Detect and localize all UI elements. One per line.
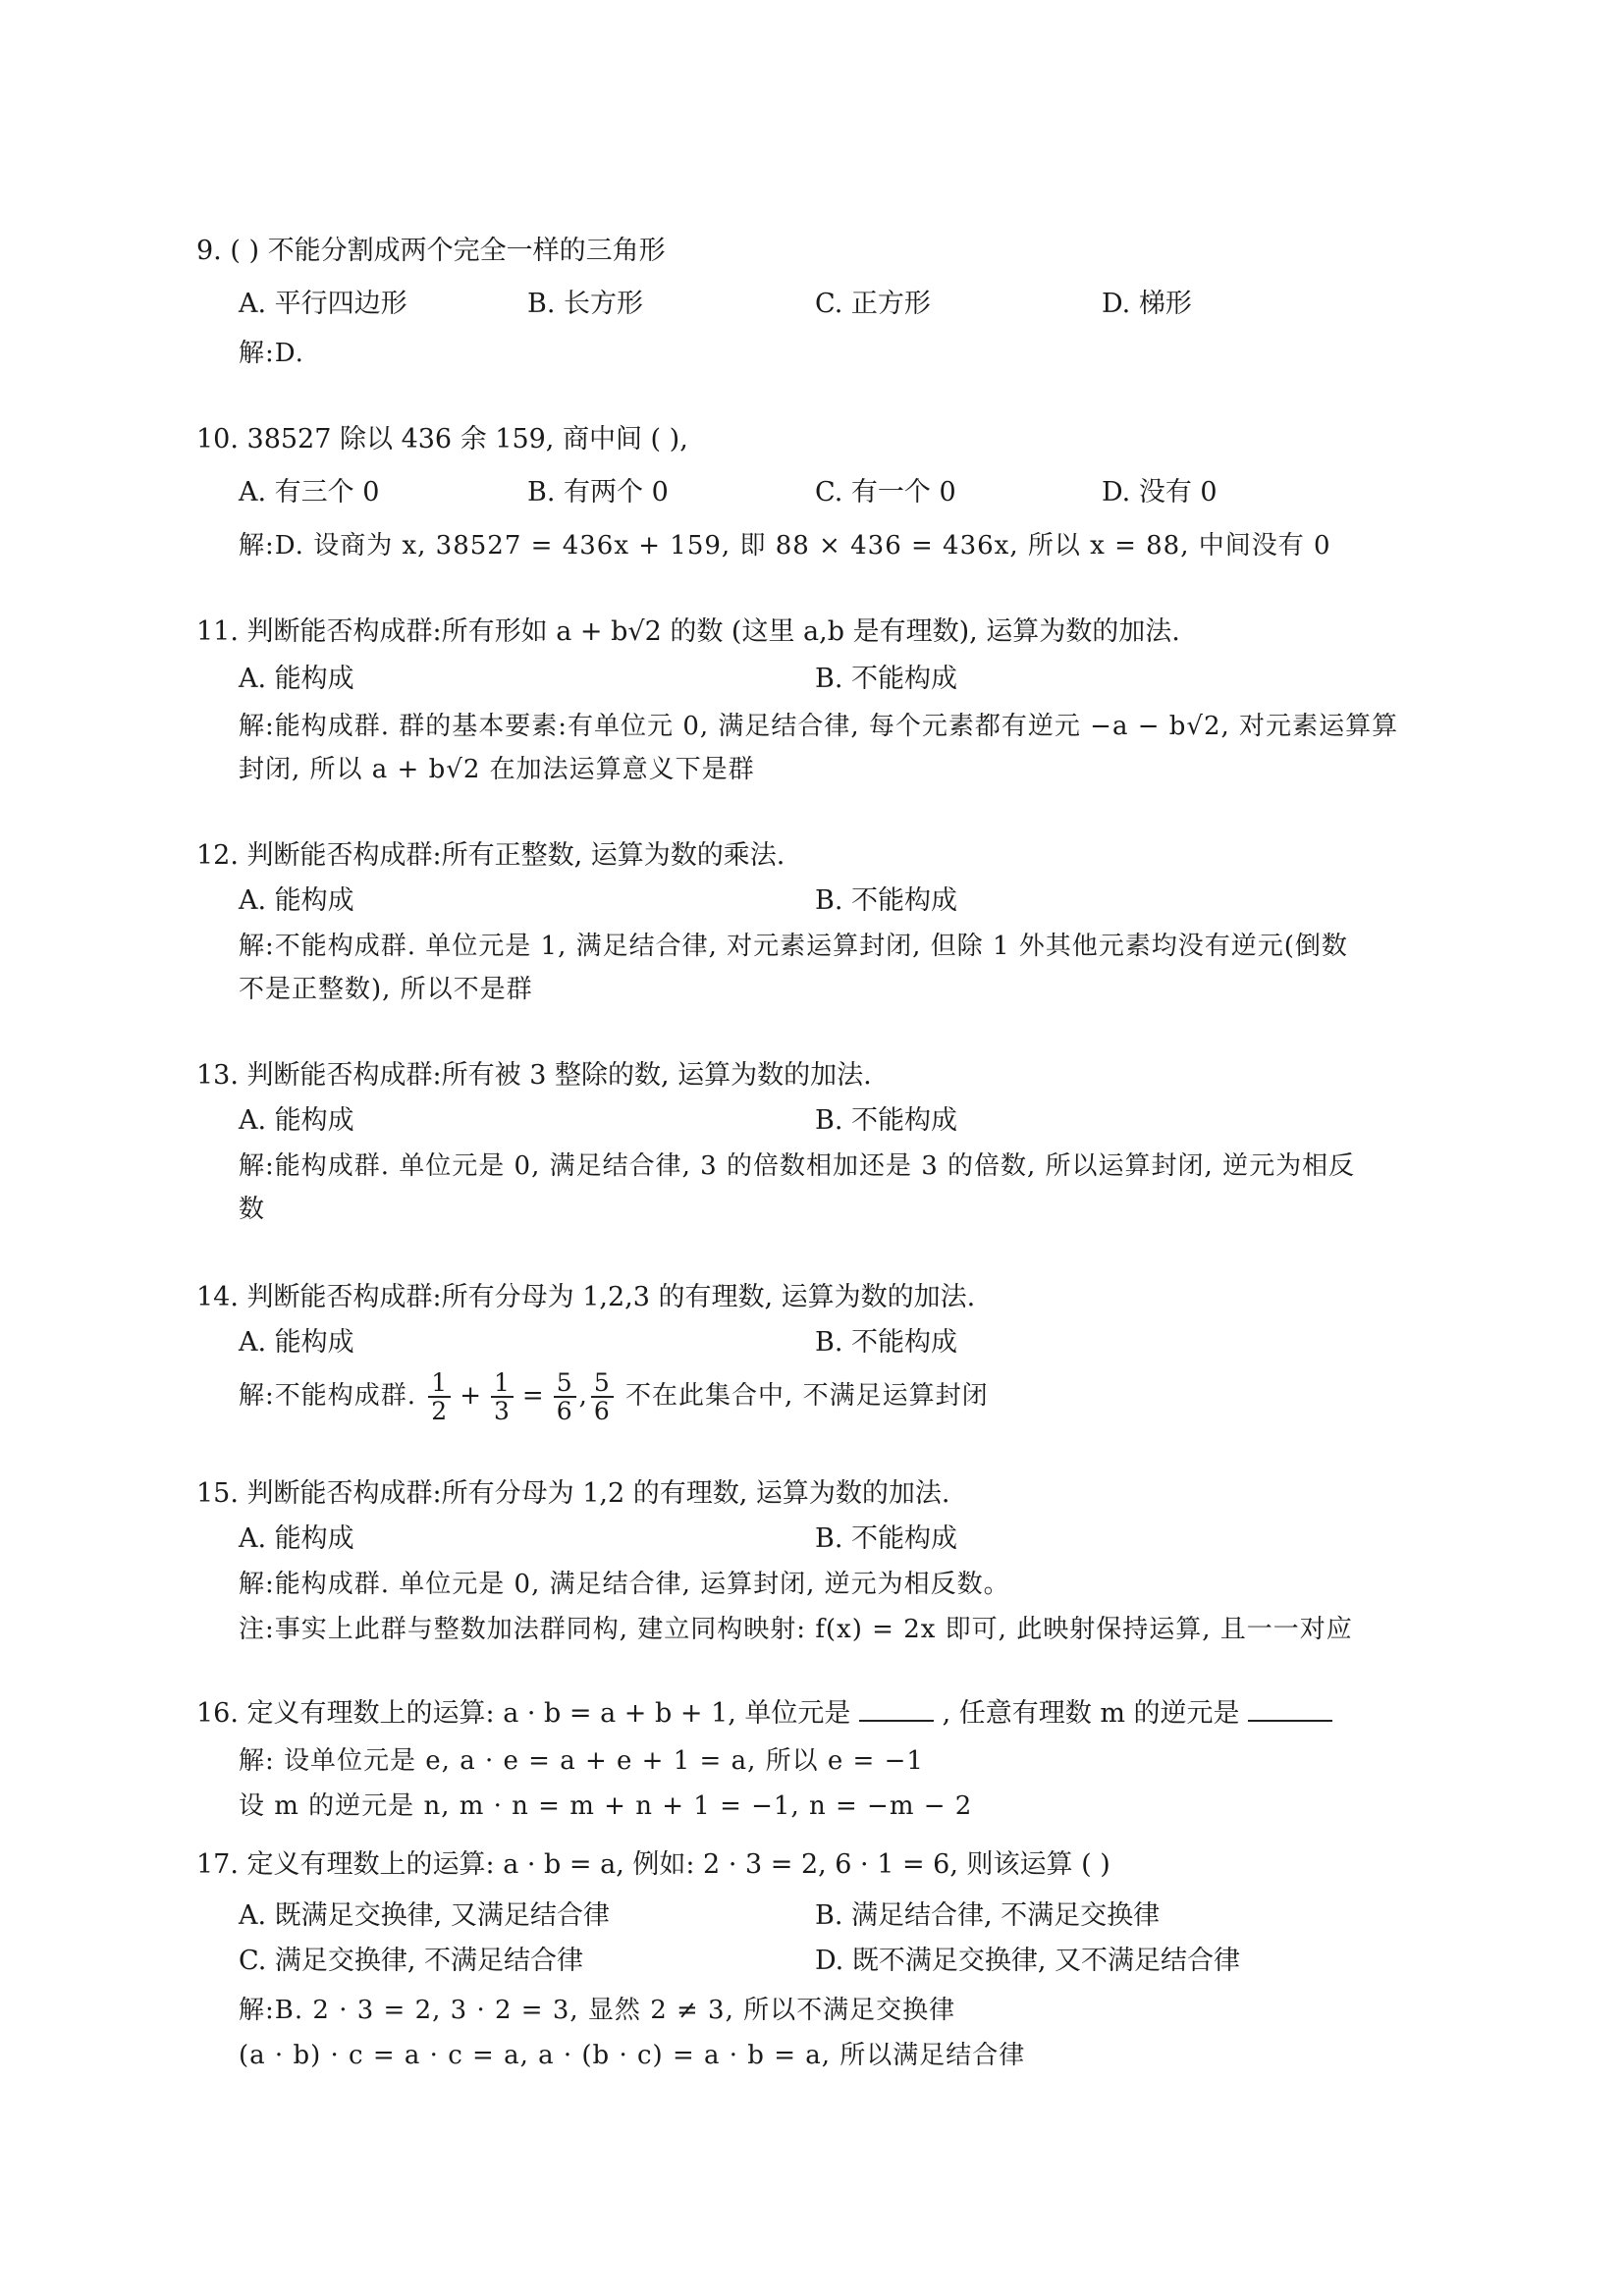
question-17-answer-line-1: 解:B. 2 · 3 = 2, 3 · 2 = 3, 显然 2 ≠ 3, 所以不满足交换律: [239, 1996, 956, 2025]
fraction-five-sixths-repeat: [591, 1369, 614, 1425]
fraction-numerator: 5: [554, 1369, 576, 1399]
answer-blank-unit: [859, 1694, 934, 1722]
question-15-option-b: B. 不能构成: [815, 1523, 958, 1554]
question-16-stem-part-2: , 任意有理数 m 的逆元是: [942, 1698, 1240, 1729]
question-17-option-b: B. 满足结合律, 不满足交换律: [815, 1900, 1161, 1931]
question-12-answer-line-1: 解:不能构成群. 单位元是 1, 满足结合律, 对元素运算封闭, 但除 1 外其他元素均没有逆元(倒数: [239, 932, 1348, 961]
question-17-answer-line-2: (a · b) · c = a · c = a, a · (b · c) = a · b = a, 所以满足结合律: [239, 2041, 1026, 2070]
question-10-option-d: D. 没有 0: [1102, 477, 1218, 507]
question-14-option-b: B. 不能构成: [815, 1327, 958, 1358]
fraction-denominator: 2: [431, 1397, 449, 1425]
question-13-option-a: A. 能构成: [239, 1105, 354, 1136]
question-13-option-b: B. 不能构成: [815, 1105, 958, 1136]
question-10-answer: 解:D. 设商为 x, 38527 = 436x + 159, 即 88 × 436 = 436x, 所以 x = 88, 中间没有 0: [239, 531, 1331, 561]
fraction-denominator: 3: [494, 1397, 511, 1425]
fraction-numerator: 1: [491, 1369, 514, 1399]
question-11-stem: 11. 判断能否构成群:所有形如 a + b√2 的数 (这里 a,b 是有理数), 运算为数的加法.: [196, 616, 1180, 647]
question-15-stem: 15. 判断能否构成群:所有分母为 1,2 的有理数, 运算为数的加法.: [196, 1478, 950, 1509]
question-10-option-b: B. 有两个 0: [527, 477, 669, 507]
question-15-note: 注:事实上此群与整数加法群同构, 建立同构映射: f(x) = 2x 即可, 此映射保持运算, 且一一对应: [239, 1615, 1353, 1644]
question-12-stem: 12. 判断能否构成群:所有正整数, 运算为数的乘法.: [196, 840, 785, 871]
question-12-option-b: B. 不能构成: [815, 885, 958, 916]
question-17-option-c: C. 满足交换律, 不满足结合律: [239, 1946, 584, 1976]
question-9-option-a: A. 平行四边形: [239, 289, 407, 319]
fraction-one-third: [491, 1369, 514, 1425]
question-16-answer-line-1: 解: 设单位元是 e, a · e = a + e + 1 = a, 所以 e = −1: [239, 1746, 924, 1776]
question-11-answer-line-1: 解:能构成群. 群的基本要素:有单位元 0, 满足结合律, 每个元素都有逆元 −a − b√2, 对元素运算算: [239, 712, 1399, 741]
question-16-stem-part-1: 16. 定义有理数上的运算: a · b = a + b + 1, 单位元是: [196, 1698, 851, 1729]
question-9-answer: 解:D.: [239, 339, 304, 368]
question-14-answer-prefix: 解:不能构成群.: [239, 1381, 417, 1411]
question-17-stem: 17. 定义有理数上的运算: a · b = a, 例如: 2 · 3 = 2, 6 · 1 = 6, 则该运算 ( ): [196, 1849, 1110, 1880]
question-16-answer-line-2: 设 m 的逆元是 n, m · n = m + n + 1 = −1, n = −m − 2: [239, 1791, 973, 1821]
question-17-option-d: D. 既不满足交换律, 又不满足结合律: [815, 1946, 1241, 1976]
fraction-numerator: 1: [428, 1369, 451, 1399]
question-9-option-b: B. 长方形: [527, 289, 644, 319]
question-11-option-a: A. 能构成: [239, 664, 354, 694]
question-10-option-a: A. 有三个 0: [239, 477, 380, 507]
fraction-one-half: [428, 1369, 451, 1425]
question-13-stem: 13. 判断能否构成群:所有被 3 整除的数, 运算为数的加法.: [196, 1060, 872, 1091]
question-12-option-a: A. 能构成: [239, 885, 354, 916]
answer-blank-inverse: [1248, 1694, 1332, 1722]
question-9-stem: 9. ( ) 不能分割成两个完全一样的三角形: [196, 236, 666, 266]
question-11-option-b: B. 不能构成: [815, 664, 958, 694]
question-10-option-c: C. 有一个 0: [815, 477, 956, 507]
question-15-answer: 解:能构成群. 单位元是 0, 满足结合律, 运算封闭, 逆元为相反数。: [239, 1570, 1010, 1599]
question-14-stem: 14. 判断能否构成群:所有分母为 1,2,3 的有理数, 运算为数的加法.: [196, 1282, 976, 1312]
equals-sign: =: [521, 1381, 545, 1411]
question-12-answer-line-2: 不是正整数), 所以不是群: [239, 975, 533, 1004]
question-16-stem: [196, 1694, 1332, 1734]
question-14-answer-suffix: 不在此集合中, 不满足运算封闭: [625, 1381, 989, 1411]
question-11-answer-line-2: 封闭, 所以 a + b√2 在加法运算意义下是群: [239, 755, 755, 784]
question-13-answer-line-1: 解:能构成群. 单位元是 0, 满足结合律, 3 的倍数相加还是 3 的倍数, 所以运算封闭, 逆元为相反: [239, 1151, 1356, 1181]
question-14-answer: [239, 1366, 989, 1425]
question-14-option-a: A. 能构成: [239, 1327, 354, 1358]
question-17-option-a: A. 既满足交换律, 又满足结合律: [239, 1900, 610, 1931]
comma: ,: [578, 1381, 588, 1411]
fraction-numerator: 5: [591, 1369, 614, 1399]
question-9-option-d: D. 梯形: [1102, 289, 1192, 319]
question-9-option-c: C. 正方形: [815, 289, 931, 319]
question-10-stem: 10. 38527 除以 436 余 159, 商中间 ( ),: [196, 424, 688, 454]
fraction-five-sixths: [554, 1369, 576, 1425]
plus-sign: +: [460, 1381, 482, 1411]
fraction-denominator: 6: [556, 1397, 573, 1425]
question-13-answer-line-2: 数: [239, 1195, 266, 1224]
fraction-denominator: 6: [593, 1397, 611, 1425]
question-15-option-a: A. 能构成: [239, 1523, 354, 1554]
